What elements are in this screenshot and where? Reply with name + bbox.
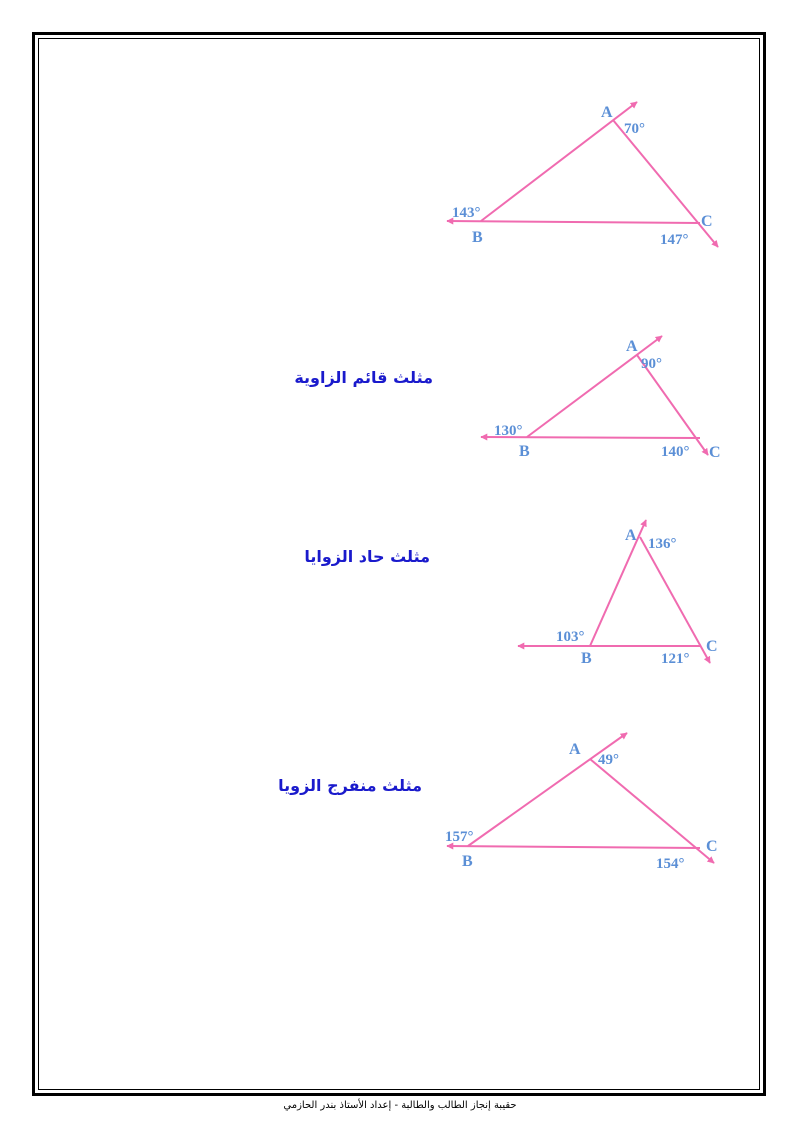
t3-angle-b: 103° bbox=[556, 629, 585, 645]
t3-ray-ac bbox=[640, 537, 710, 663]
t1-angle-c: 147° bbox=[660, 232, 689, 248]
t1-ray-cb bbox=[447, 221, 700, 223]
t2-angle-a: 90° bbox=[641, 356, 662, 372]
t3-vertex-c: C bbox=[706, 638, 718, 655]
t2-vertex-b: B bbox=[519, 443, 530, 460]
t4-ray-cb bbox=[447, 846, 700, 848]
t1-angle-a: 70° bbox=[624, 121, 645, 137]
t2-angle-b: 130° bbox=[494, 423, 523, 439]
t1-vertex-a: A bbox=[601, 104, 613, 121]
title-obtuse-triangle: مثلث منفرج الزويا bbox=[278, 776, 422, 795]
t4-angle-a: 49° bbox=[598, 752, 619, 768]
t3-ray-ba bbox=[590, 520, 646, 646]
t4-vertex-b: B bbox=[462, 853, 473, 870]
t2-ray-ba bbox=[527, 336, 662, 437]
t3-angle-c: 121° bbox=[661, 651, 690, 667]
t1-vertex-c: C bbox=[701, 213, 713, 230]
title-acute-triangle: مثلث حاد الزوايا bbox=[304, 547, 430, 566]
t4-ray-ba bbox=[468, 733, 627, 846]
t1-vertex-b: B bbox=[472, 229, 483, 246]
t3-angle-a: 136° bbox=[648, 536, 677, 552]
t4-angle-c: 154° bbox=[656, 856, 685, 872]
t3-vertex-a: A bbox=[625, 527, 637, 544]
t2-vertex-c: C bbox=[709, 444, 721, 461]
t3-vertex-b: B bbox=[581, 650, 592, 667]
title-right-triangle: مثلث قائم الزاوية bbox=[294, 368, 433, 387]
t4-angle-b: 157° bbox=[445, 829, 474, 845]
t2-angle-c: 140° bbox=[661, 444, 690, 460]
t2-vertex-a: A bbox=[626, 338, 638, 355]
triangle-1 bbox=[447, 102, 718, 247]
t4-vertex-c: C bbox=[706, 838, 718, 855]
t1-angle-b: 143° bbox=[452, 205, 481, 221]
page-footer: حقيبة إنجاز الطالب والطالبة - إعداد الأستاذ بندر الحازمي bbox=[283, 1100, 517, 1111]
t4-vertex-a: A bbox=[569, 741, 581, 758]
triangle-3 bbox=[518, 520, 710, 663]
